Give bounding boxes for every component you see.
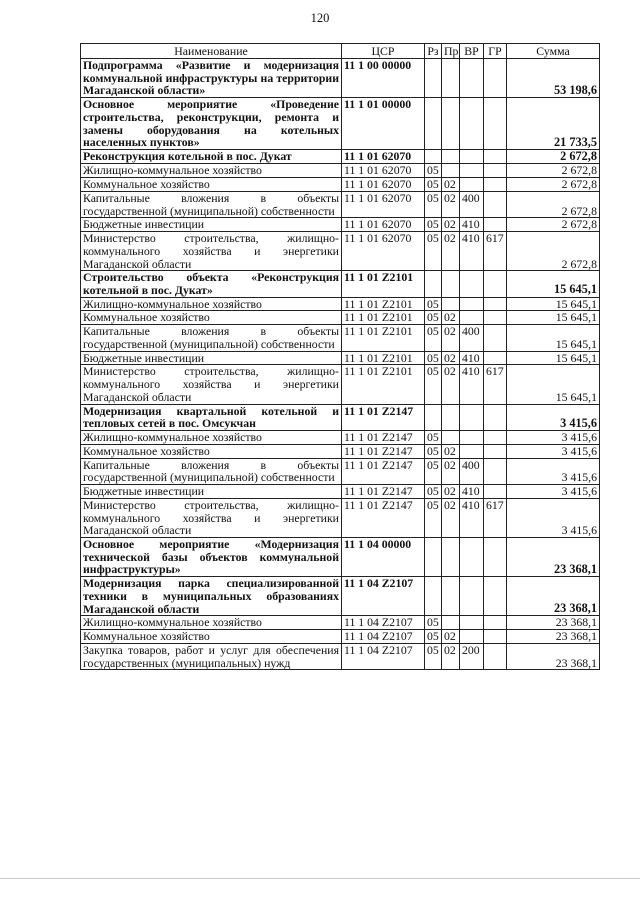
row-sum: 23 368,1: [507, 537, 600, 576]
row-pr: 02: [442, 178, 460, 192]
row-rz: 05: [425, 616, 442, 630]
row-gr: [484, 98, 507, 150]
row-rz: 05: [425, 218, 442, 232]
table-row: [81, 485, 600, 499]
row-sum: 3 415,6: [507, 431, 600, 445]
row-rz: [425, 271, 442, 297]
row-csr: 11 1 04 00000: [342, 537, 425, 576]
row-rz: [425, 577, 442, 616]
row-vr: [460, 444, 484, 458]
table-row: [81, 404, 600, 430]
header-rz: Рз: [425, 44, 442, 59]
row-rz: 05: [425, 232, 442, 271]
row-sum: 2 672,8: [507, 191, 600, 217]
row-sum: 2 672,8: [507, 150, 600, 164]
row-sum: 15 645,1: [507, 311, 600, 325]
row-vr: [460, 150, 484, 164]
row-pr: [442, 537, 460, 576]
row-pr: [442, 404, 460, 430]
row-gr: [484, 643, 507, 669]
row-gr: [484, 485, 507, 499]
row-sum: 2 672,8: [507, 164, 600, 178]
row-sum: 2 672,8: [507, 218, 600, 232]
row-csr: 11 1 01 62070: [342, 164, 425, 178]
row-name: Министерство строительства, жилищно-коммунального хозяйства и энергетики Магаданской области: [81, 232, 342, 271]
bottom-rule: [0, 878, 640, 879]
row-csr: 11 1 01 Z2101: [342, 325, 425, 351]
row-pr: 02: [442, 485, 460, 499]
row-gr: [484, 191, 507, 217]
row-pr: [442, 431, 460, 445]
row-sum: 3 415,6: [507, 485, 600, 499]
table-row: [81, 271, 600, 297]
row-gr: 617: [484, 498, 507, 537]
row-sum: 23 368,1: [507, 630, 600, 644]
row-name: Коммунальное хозяйство: [81, 178, 342, 192]
row-csr: 11 1 01 Z2101: [342, 297, 425, 311]
header-vr: ВР: [460, 44, 484, 59]
row-sum: 15 645,1: [507, 271, 600, 297]
row-name: Строительство объекта «Реконструкция котельной в пос. Дукат»: [81, 271, 342, 297]
row-csr: 11 1 01 Z2147: [342, 458, 425, 484]
row-csr: 11 1 01 Z2101: [342, 351, 425, 365]
row-name: Модернизация квартальной котельной и тепловых сетей в пос. Омсукчан: [81, 404, 342, 430]
row-name: Коммунальное хозяйство: [81, 311, 342, 325]
row-csr: 11 1 01 62070: [342, 218, 425, 232]
row-name: Капитальные вложения в объекты государственной (муниципальной) собственности: [81, 191, 342, 217]
row-csr: 11 1 01 Z2101: [342, 271, 425, 297]
row-vr: 410: [460, 218, 484, 232]
row-pr: 02: [442, 630, 460, 644]
row-gr: [484, 537, 507, 576]
row-name: Бюджетные инвестиции: [81, 351, 342, 365]
row-sum: 23 368,1: [507, 643, 600, 669]
row-pr: [442, 271, 460, 297]
row-name: Реконструкция котельной в пос. Дукат: [81, 150, 342, 164]
budget-table: [80, 43, 600, 670]
row-csr: 11 1 01 Z2147: [342, 485, 425, 499]
table-row: [81, 643, 600, 669]
row-vr: 400: [460, 325, 484, 351]
row-name: Модернизация парка специализированной техники в муниципальных образованиях Магаданской области: [81, 577, 342, 616]
row-rz: 05: [425, 458, 442, 484]
row-rz: [425, 404, 442, 430]
table-row: [81, 232, 600, 271]
row-rz: [425, 537, 442, 576]
row-sum: 2 672,8: [507, 232, 600, 271]
row-csr: 11 1 01 62070: [342, 232, 425, 271]
table-row: [81, 458, 600, 484]
row-vr: [460, 616, 484, 630]
table-row: [81, 577, 600, 616]
row-pr: 02: [442, 498, 460, 537]
table-row: [81, 218, 600, 232]
row-pr: [442, 164, 460, 178]
row-rz: 05: [425, 191, 442, 217]
row-pr: [442, 577, 460, 616]
row-sum: 3 415,6: [507, 404, 600, 430]
row-gr: [484, 431, 507, 445]
row-pr: [442, 616, 460, 630]
row-rz: 05: [425, 365, 442, 404]
row-csr: 11 1 01 Z2101: [342, 311, 425, 325]
row-name: Коммунальное хозяйство: [81, 630, 342, 644]
row-vr: [460, 311, 484, 325]
table-row: [81, 365, 600, 404]
row-pr: [442, 297, 460, 311]
table-row: [81, 150, 600, 164]
row-vr: 410: [460, 365, 484, 404]
row-vr: [460, 271, 484, 297]
row-gr: 617: [484, 365, 507, 404]
row-sum: 53 198,6: [507, 59, 600, 98]
row-vr: [460, 98, 484, 150]
row-csr: 11 1 04 Z2107: [342, 577, 425, 616]
row-vr: 410: [460, 498, 484, 537]
row-pr: [442, 150, 460, 164]
row-sum: 3 415,6: [507, 498, 600, 537]
row-name: Жилищно-коммунальное хозяйство: [81, 297, 342, 311]
row-csr: 11 1 04 Z2107: [342, 643, 425, 669]
row-vr: [460, 164, 484, 178]
row-gr: [484, 351, 507, 365]
row-rz: 05: [425, 498, 442, 537]
row-vr: 410: [460, 485, 484, 499]
row-vr: [460, 297, 484, 311]
row-rz: 05: [425, 351, 442, 365]
row-vr: 400: [460, 191, 484, 217]
row-sum: 15 645,1: [507, 325, 600, 351]
header-csr: ЦСР: [342, 44, 425, 59]
row-rz: 05: [425, 643, 442, 669]
row-name: Коммунальное хозяйство: [81, 444, 342, 458]
table-row: [81, 351, 600, 365]
row-gr: [484, 311, 507, 325]
row-vr: [460, 431, 484, 445]
header-sum: Сумма: [507, 44, 600, 59]
row-gr: [484, 59, 507, 98]
header-pr: Пр: [442, 44, 460, 59]
row-vr: [460, 404, 484, 430]
row-name: Министерство строительства, жилищно-коммунального хозяйства и энергетики Магаданской области: [81, 498, 342, 537]
row-vr: [460, 577, 484, 616]
row-csr: 11 1 01 00000: [342, 98, 425, 150]
row-vr: 410: [460, 351, 484, 365]
table-row: [81, 191, 600, 217]
row-name: Жилищно-коммунальное хозяйство: [81, 616, 342, 630]
row-sum: 3 415,6: [507, 458, 600, 484]
table-row: [81, 444, 600, 458]
header-gr: ГР: [484, 44, 507, 59]
table-row: [81, 297, 600, 311]
row-name: Закупка товаров, работ и услуг для обеспечения государственных (муниципальных) нужд: [81, 643, 342, 669]
row-vr: 410: [460, 232, 484, 271]
row-vr: [460, 630, 484, 644]
row-rz: 05: [425, 178, 442, 192]
row-rz: 05: [425, 311, 442, 325]
row-name: Основное мероприятие «Проведение строительства, реконструкции, ремонта и замены оборудования на котельных населенных пунктов»: [81, 98, 342, 150]
row-pr: 02: [442, 444, 460, 458]
row-csr: 11 1 00 00000: [342, 59, 425, 98]
table-row: [81, 164, 600, 178]
row-gr: [484, 178, 507, 192]
row-csr: 11 1 01 Z2147: [342, 404, 425, 430]
row-sum: 23 368,1: [507, 616, 600, 630]
row-sum: 15 645,1: [507, 365, 600, 404]
table-row: [81, 616, 600, 630]
row-name: Бюджетные инвестиции: [81, 485, 342, 499]
row-vr: [460, 59, 484, 98]
row-csr: 11 1 01 62070: [342, 191, 425, 217]
row-sum: 21 733,5: [507, 98, 600, 150]
row-pr: [442, 98, 460, 150]
row-pr: 02: [442, 458, 460, 484]
row-csr: 11 1 01 62070: [342, 178, 425, 192]
table-row: [81, 311, 600, 325]
row-sum: 23 368,1: [507, 577, 600, 616]
row-pr: 02: [442, 191, 460, 217]
header-name: Наименование: [81, 44, 342, 59]
row-name: Подпрограмма «Развитие и модернизация коммунальной инфраструктуры на территории Магаданской области»: [81, 59, 342, 98]
row-name: Министерство строительства, жилищно-коммунального хозяйства и энергетики Магаданской области: [81, 365, 342, 404]
row-csr: 11 1 01 62070: [342, 150, 425, 164]
row-gr: [484, 444, 507, 458]
row-rz: 05: [425, 485, 442, 499]
row-vr: [460, 537, 484, 576]
row-pr: [442, 59, 460, 98]
row-vr: 400: [460, 458, 484, 484]
row-pr: 02: [442, 643, 460, 669]
row-rz: [425, 59, 442, 98]
row-pr: 02: [442, 325, 460, 351]
row-sum: 3 415,6: [507, 444, 600, 458]
row-gr: [484, 404, 507, 430]
row-rz: 05: [425, 444, 442, 458]
table-row: [81, 630, 600, 644]
row-gr: [484, 577, 507, 616]
row-gr: [484, 150, 507, 164]
row-rz: [425, 98, 442, 150]
row-rz: 05: [425, 164, 442, 178]
table-header-row: [81, 44, 600, 59]
row-name: Капитальные вложения в объекты государственной (муниципальной) собственности: [81, 458, 342, 484]
row-name: Основное мероприятие «Модернизация технической базы объектов коммунальной инфраструктуры»: [81, 537, 342, 576]
row-csr: 11 1 01 Z2147: [342, 431, 425, 445]
row-rz: 05: [425, 431, 442, 445]
table-row: [81, 498, 600, 537]
row-sum: 2 672,8: [507, 178, 600, 192]
row-csr: 11 1 04 Z2107: [342, 630, 425, 644]
table-row: [81, 178, 600, 192]
table-row: [81, 537, 600, 576]
row-rz: [425, 150, 442, 164]
row-sum: 15 645,1: [507, 351, 600, 365]
row-gr: [484, 325, 507, 351]
row-name: Капитальные вложения в объекты государственной (муниципальной) собственности: [81, 325, 342, 351]
row-pr: 02: [442, 365, 460, 404]
row-csr: 11 1 01 Z2147: [342, 444, 425, 458]
row-name: Жилищно-коммунальное хозяйство: [81, 164, 342, 178]
table-row: [81, 325, 600, 351]
row-vr: [460, 178, 484, 192]
row-gr: [484, 630, 507, 644]
table-row: [81, 98, 600, 150]
row-name: Жилищно-коммунальное хозяйство: [81, 431, 342, 445]
row-gr: [484, 458, 507, 484]
table-row: [81, 59, 600, 98]
row-gr: [484, 297, 507, 311]
row-gr: [484, 218, 507, 232]
row-gr: [484, 616, 507, 630]
row-rz: 05: [425, 297, 442, 311]
row-pr: 02: [442, 232, 460, 271]
row-gr: [484, 164, 507, 178]
row-name: Бюджетные инвестиции: [81, 218, 342, 232]
row-csr: 11 1 01 Z2147: [342, 498, 425, 537]
row-gr: [484, 271, 507, 297]
row-vr: 200: [460, 643, 484, 669]
row-rz: 05: [425, 630, 442, 644]
page-number: 120: [310, 11, 330, 25]
row-pr: 02: [442, 311, 460, 325]
row-csr: 11 1 04 Z2107: [342, 616, 425, 630]
row-sum: 15 645,1: [507, 297, 600, 311]
row-rz: 05: [425, 325, 442, 351]
row-gr: 617: [484, 232, 507, 271]
row-pr: 02: [442, 218, 460, 232]
row-csr: 11 1 01 Z2101: [342, 365, 425, 404]
table-row: [81, 431, 600, 445]
row-pr: 02: [442, 351, 460, 365]
